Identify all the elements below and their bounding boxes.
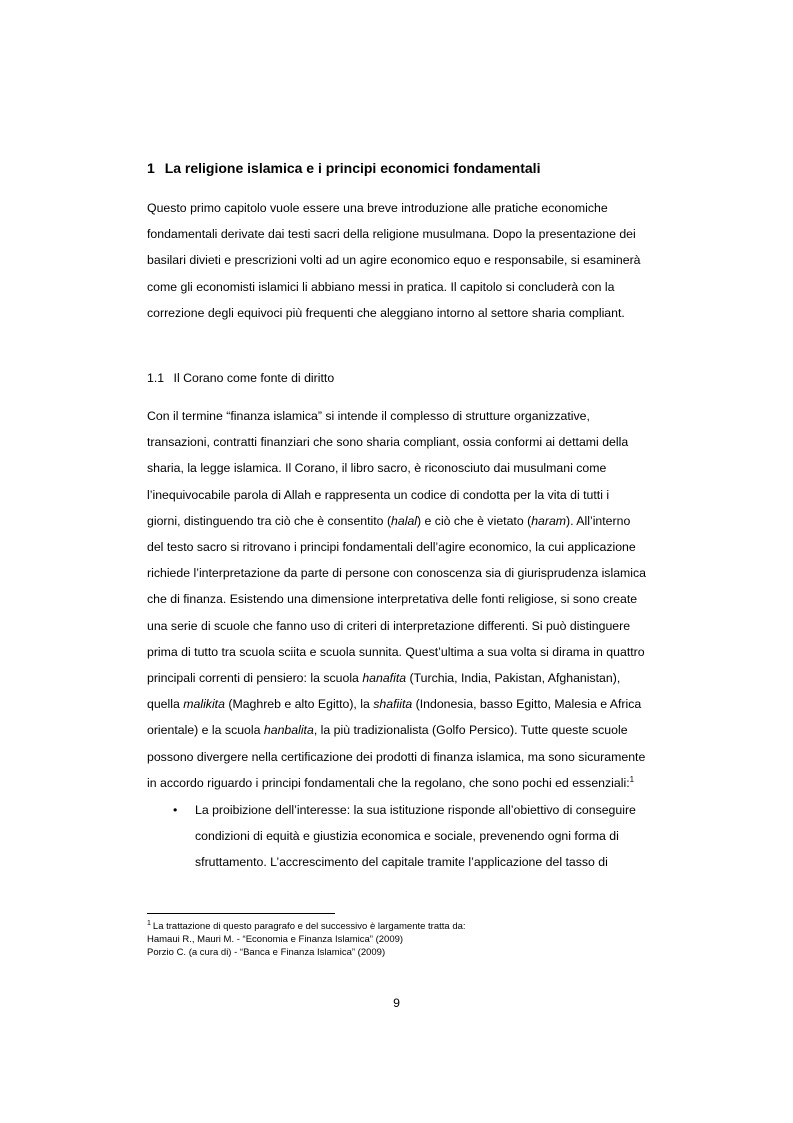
italic-term-shafiita: shafiita bbox=[373, 697, 413, 712]
text-line: Questo primo capitolo vuole essere una breve introduzione alle pratiche economiche bbox=[147, 201, 608, 215]
footnote bbox=[147, 920, 707, 959]
text-run: giorni, distinguendo tra ciò che è consentito ( bbox=[147, 513, 392, 528]
text-line: prima di tutto tra scuola sciita e scuola sunnita. Quest’ultima a sua volta si dirama in quattro bbox=[147, 644, 645, 659]
bullet-icon: • bbox=[173, 803, 178, 817]
text-line bbox=[147, 717, 707, 743]
footnote-reference[interactable]: 1 bbox=[629, 774, 635, 784]
footnote-line: Porzio C. (a cura di) - “Banca e Finanza Islamica” (2009) bbox=[147, 947, 386, 958]
text-line: Con il termine “finanza islamica” si intende il complesso di strutture organizzative, bbox=[147, 409, 590, 423]
text-line: del testo sacro si ritrovano i principi fondamentali dell’agire economico, la cui applicazione bbox=[147, 540, 636, 555]
text-run: ) e ciò che è vietato ( bbox=[417, 513, 532, 528]
footnote-line: Hamaui R., Mauri M. - “Economia e Finanza Islamica” (2009) bbox=[147, 934, 404, 945]
page-number: 9 bbox=[393, 996, 400, 1010]
text-line bbox=[147, 770, 707, 796]
section-title: Il Corano come fonte di diritto bbox=[173, 371, 335, 385]
italic-term-hanafita: hanafita bbox=[362, 671, 407, 686]
text-run: (Maghreb e alto Egitto), la bbox=[224, 697, 374, 712]
text-line: basilari divieti e prescrizioni volti ad un agire economico equo e responsabile, si esaminerà bbox=[147, 253, 641, 268]
footnote-marker: 1 bbox=[147, 920, 151, 927]
text-line: che di finanza. Esistendo una dimensione interpretativa delle fonti religiose, si sono create bbox=[147, 592, 638, 607]
intro-paragraph bbox=[147, 195, 707, 326]
footnote-text: La trattazione di questo paragrafo e del successivo è largamente tratta da: bbox=[152, 921, 466, 932]
text-line: l’inequivocabile parola di Allah e rappresenta un codice di condotta per la vita di tutti i bbox=[147, 487, 610, 502]
chapter-title: La religione islamica e i principi economici fondamentali bbox=[164, 160, 541, 176]
text-line bbox=[147, 691, 707, 717]
section-heading bbox=[147, 368, 707, 388]
text-line: transazioni, contratti finanziari che sono sharia compliant, ossia conformi ai dettami della bbox=[147, 435, 629, 450]
chapter-number: 1 bbox=[147, 160, 155, 176]
bullet-item bbox=[147, 797, 707, 876]
text-line: La proibizione dell’interesse: la sua istituzione risponde all’obiettivo di conseguire bbox=[195, 803, 636, 817]
text-run: quella bbox=[147, 697, 184, 712]
section-number: 1.1 bbox=[147, 371, 165, 385]
italic-term-halal: halal bbox=[391, 513, 418, 528]
italic-term-haram: haram bbox=[531, 513, 567, 528]
chapter-heading bbox=[147, 158, 707, 178]
text-line: sfruttamento. L’accrescimento del capitale tramite l’applicazione del tasso di bbox=[195, 855, 608, 870]
text-run: orientale) e la scuola bbox=[147, 723, 264, 738]
text-line: come gli economisti islamici li abbiano messi in pratica. Il capitolo si concluderà con la bbox=[147, 279, 615, 294]
text-run: in accordo riguardo i principi fondamentali che la regolano, che sono pochi ed essenziali: bbox=[147, 775, 630, 790]
footnote-divider bbox=[147, 913, 335, 914]
text-run: , la più tradizionalista (Golfo Persico). Tutte queste scuole bbox=[313, 723, 628, 738]
body-paragraph bbox=[147, 403, 707, 796]
footnote-line bbox=[147, 920, 707, 933]
text-line bbox=[147, 665, 707, 691]
italic-term-hanbalita: hanbalita bbox=[263, 723, 314, 738]
text-line: richiede l’interpretazione da parte di persone con conoscenza sia di giurisprudenza islamica bbox=[147, 566, 646, 581]
text-run: (Indonesia, basso Egitto, Malesia e Africa bbox=[412, 697, 642, 712]
text-line: sharia, la legge islamica. Il Corano, il libro sacro, è riconosciuto dai musulmani come bbox=[147, 461, 607, 476]
text-run: principali correnti di pensiero: la scuola bbox=[147, 671, 363, 686]
text-line: correzione degli equivoci più frequenti che aleggiano intorno al settore sharia compliant. bbox=[147, 305, 625, 320]
text-line: una serie di scuole che fanno uso di criteri di interpretazione differenti. Si può distinguere bbox=[147, 618, 631, 633]
text-line: condizioni di equità e giustizia economica e sociale, prevenendo ogni forma di bbox=[195, 829, 619, 844]
text-line: fondamentali derivate dai testi sacri della religione musulmana. Dopo la presentazione dei bbox=[147, 227, 636, 242]
text-run: ). All’interno bbox=[566, 513, 631, 528]
text-run: (Turchia, India, Pakistan, Afghanistan), bbox=[406, 671, 621, 686]
text-line: possono divergere nella certificazione dei prodotti di finanza islamica, ma sono sicuramente bbox=[147, 749, 646, 764]
italic-term-malikita: malikita bbox=[183, 697, 225, 712]
text-line bbox=[147, 508, 707, 534]
